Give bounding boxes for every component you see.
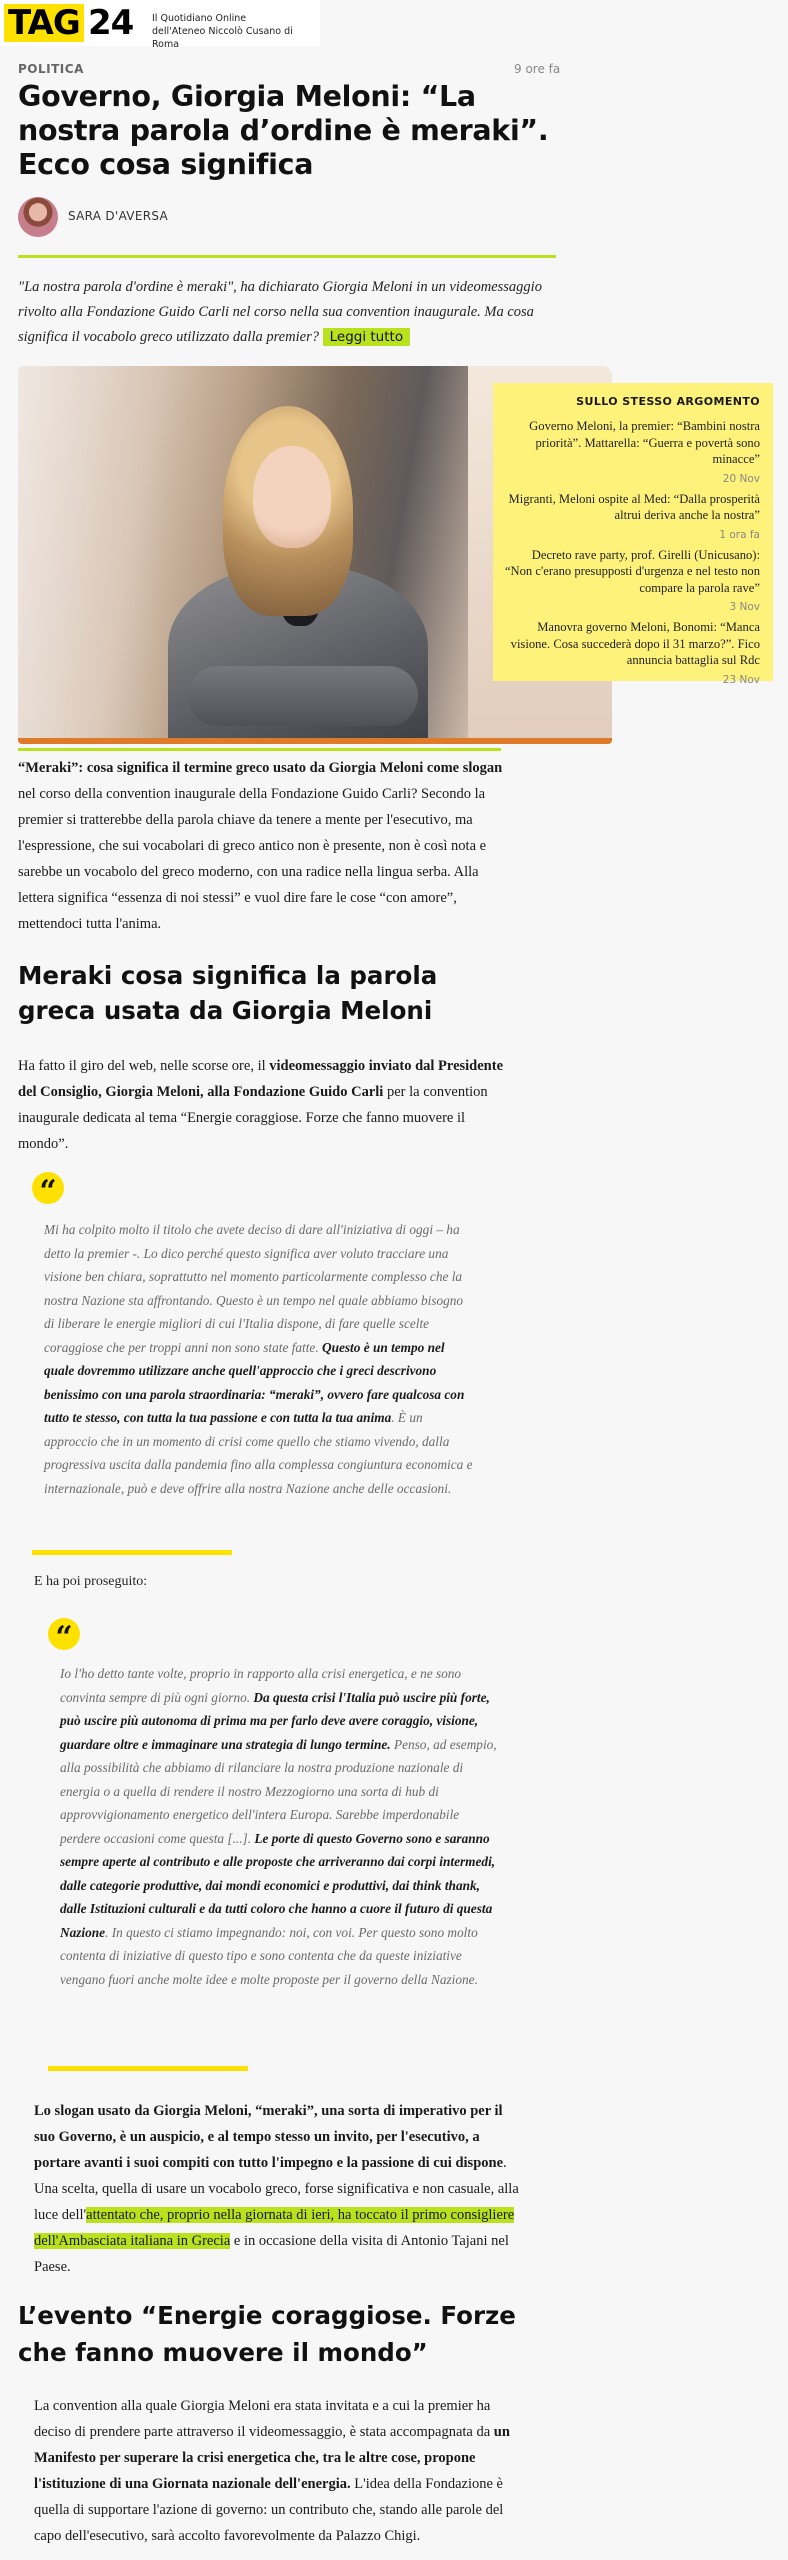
related-item-time: 1 ora fa	[719, 528, 760, 541]
body-text: La convention alla quale Giorgia Meloni era stata invitata e a cui la premier ha deciso di prendere parte attraverso il videomessaggio, è stata accompagnata da	[34, 2398, 494, 2440]
body-paragraph	[34, 2393, 524, 2549]
body-bold: Lo slogan usato da Giorgia Meloni, “meraki”, una sorta di imperativo per il suo Governo, è un auspicio, e al tempo stesso un invito, per l'esecutivo, a portare avanti i suoi compiti con tutto l'impegno e la passione di cui dispone	[34, 2103, 504, 2171]
related-item-time: 20 Nov	[722, 472, 760, 485]
body-bold: un Manifesto per superare la crisi energetica che, tra le altre cose, propone l'istituzione di una Giornata nazionale dell'energia.	[34, 2424, 510, 2492]
hero-figure-arms	[188, 666, 418, 726]
body-text: Ha fatto il giro del web, nelle scorse ore, il	[18, 1058, 270, 1074]
hero-accent-bar	[18, 738, 612, 744]
lead-text: "La nostra parola d'ordine è meraki", ha dichiarato Giorgia Meloni in un videomessaggio rivolto alla Fondazione Guido Carli nel corso nella sua convention inaugurale. Ma cosa significa il vocabolo greco utilizzato dalla premier?	[18, 279, 542, 345]
body-text: . Una scelta, quella di usare un vocabolo greco, forse significativa e non casuale, alla luce dell'	[34, 2155, 519, 2223]
publish-time: 9 ore fa	[514, 62, 561, 76]
author-name[interactable]: SARA D'AVERSA	[68, 209, 168, 223]
related-item[interactable]: Migranti, Meloni ospite al Med: “Dalla prosperità altrui deriva anche la nostra”	[508, 491, 760, 522]
body-text: nel corso della convention inaugurale della Fondazione Guido Carli? Secondo la premier si tratterebbe della parola chiave da tenere a mente per l'esecutivo, ma l'espressione, che sui vocabolari di greco antico non è presente, non è così nota e sarebbe un vocabolo del greco moderno, con una radice nella lingua serba. Alla lettera significa “essenza di noi stessi” e vuol dire fare le cose “con amore”, mettendoci tutta l'anima.	[18, 786, 487, 932]
logo-subtitle	[152, 12, 322, 51]
related-item[interactable]: Manovra governo Meloni, Bonomi: “Manca visione. Cosa succederà dopo il 31 marzo?”. Fico annuncia battaglia sul Rdc	[510, 620, 760, 667]
quote-divider	[32, 1550, 232, 1555]
quote-text: Io l'ho detto tante volte, proprio in rapporto alla crisi energetica, e ne sono convinta sempre di più ogni giorno.	[60, 1666, 462, 1705]
quote-text: . In questo ci stiamo impegnando: noi, con voi. Per questo sono molto contenta di iniziative di questo tipo e sono contenta che da queste iniziative vengano fuori anche molte idee e molte proposte per il governo della Nazione.	[60, 1924, 478, 1987]
section-heading: L’evento “Energie coraggiose. Forze che fanno muovere il mondo”	[18, 2301, 516, 2367]
section-link[interactable]: POLITICA	[18, 62, 84, 76]
read-all-button[interactable]: Leggi tutto	[323, 328, 410, 346]
blockquote	[60, 1662, 500, 1991]
body-paragraph: E ha poi proseguito:	[34, 1574, 148, 1589]
logo-subtitle-line-1: Il Quotidiano Online	[152, 13, 247, 24]
quote-bold: Questo è un tempo nel quale dovremmo utilizzare anche quell'approccio che i greci descrivono benissimo con una parola straordinaria: “meraki”, ovvero fare qualcosa con tutto te stesso, con tutta la tua passione e con tutta la tua anima	[44, 1339, 465, 1425]
lead-paragraph	[18, 275, 548, 350]
related-item[interactable]: Decreto rave party, prof. Girelli (Unicusano): “Non c'erano presupposti d'urgenza e nel testo non compare la parola rave”	[504, 547, 760, 595]
related-item-time: 3 Nov	[729, 601, 760, 613]
quote-icon: “	[48, 1618, 80, 1650]
quote-text: Mi ha colpito molto il titolo che avete deciso di dare all'iniziativa di oggi – ha detto la premier -. Lo dico perché questo significa aver voluto tracciare una visione ben chiara, soprattutto nel momento particolarmente complesso che la nostra Nazione sta affrontando. Questo è un tempo nel quale abbiamo bisogno di liberare le energie migliori di cui l'Italia dispone, di fare quelle scelte coraggiose che per troppi anni non sono state fatte.	[44, 1222, 464, 1355]
quote-icon: “	[32, 1172, 64, 1204]
related-title: SULLO STESSO ARGOMENTO	[576, 395, 760, 408]
body-paragraph	[18, 1053, 508, 1157]
body-text: L'idea della Fondazione è quella di supportare l'azione di governo: un contributo che, stando alle parole del capo dell'esecutivo, sarà accolto favorevolmente da Palazzo Chigi.	[34, 2476, 504, 2544]
logo-tag[interactable]: TAG	[4, 4, 84, 42]
quote-bold: Da questa crisi l'Italia può uscire più forte, può uscire più autonoma di prima ma per farlo deve avere coraggio, visione, guardare oltre e immaginare una strategia di lungo termine.	[60, 1689, 490, 1752]
highlighted-link[interactable]: attentato che, proprio nella giornata di ieri, ha toccato il primo consigliere dell'Ambasciata italiana in Grecia	[34, 2207, 515, 2249]
quote-divider	[48, 2066, 248, 2071]
related-articles-box	[493, 383, 773, 686]
related-item[interactable]: Governo Meloni, la premier: “Bambini nostra priorità”. Mattarella: “Guerra e povertà sono minacce”	[529, 419, 760, 466]
divider	[18, 748, 501, 751]
divider	[18, 255, 556, 258]
headline: Governo, Giorgia Meloni: “La nostra parola d’ordine è meraki”. Ecco cosa significa	[18, 80, 549, 181]
hero-light	[18, 366, 168, 744]
section-heading: Meraki cosa significa la parola greca usata da Giorgia Meloni	[18, 961, 438, 1025]
body-bold: “Meraki”: cosa significa il termine greco usato da Giorgia Meloni come slogan	[18, 760, 503, 776]
body-paragraph	[18, 755, 504, 937]
quote-text: Penso, ad esempio, alla possibilità che abbiamo di rilanciare la nostra produzione nazionale di energia o a quella di rendere il nostro Mezzogiorno una sorta di hub di approvvigionamento energetico dell'intera Europa. Sarebbe imperdonabile perdere occasioni come questa [...].	[60, 1736, 497, 1846]
body-paragraph	[34, 2098, 524, 2280]
body-text: e in occasione della visita di Antonio Tajani nel Paese.	[34, 2233, 509, 2275]
author-avatar[interactable]	[18, 197, 58, 237]
body-bold: videomessaggio inviato dal Presidente del Consiglio, Giorgia Meloni, alla Fondazione Guido Carli	[18, 1058, 504, 1100]
logo-subtitle-line-2: dell'Ateneo Niccolò Cusano di Roma	[152, 26, 293, 50]
hero-figure-face	[253, 446, 331, 548]
logo-number[interactable]: 24	[88, 3, 134, 43]
quote-bold: Le porte di questo Governo sono e saranno sempre aperte al contributo e alle proposte che arriveranno dai corpi intermedi, dalle categorie produttive, dai mondi economici e produttivi, dai think thank, dalle Istituzioni culturali e da tutti coloro che hanno a cuore il futuro di questa Nazione	[60, 1830, 496, 1940]
quote-text: . È un approccio che in un momento di crisi come quello che stiamo vivendo, dalla progressiva uscita dalla pandemia fino alla complessa congiuntura economica e internazionale, può e deve offrire alla nostra Nazione anche delle occasioni.	[44, 1410, 473, 1496]
blockquote	[44, 1218, 474, 1500]
body-text: per la convention inaugurale dedicata al tema “Energie coraggiose. Forze che fanno muovere il mondo”.	[18, 1084, 488, 1152]
related-item-time: 23 Nov	[722, 673, 760, 686]
